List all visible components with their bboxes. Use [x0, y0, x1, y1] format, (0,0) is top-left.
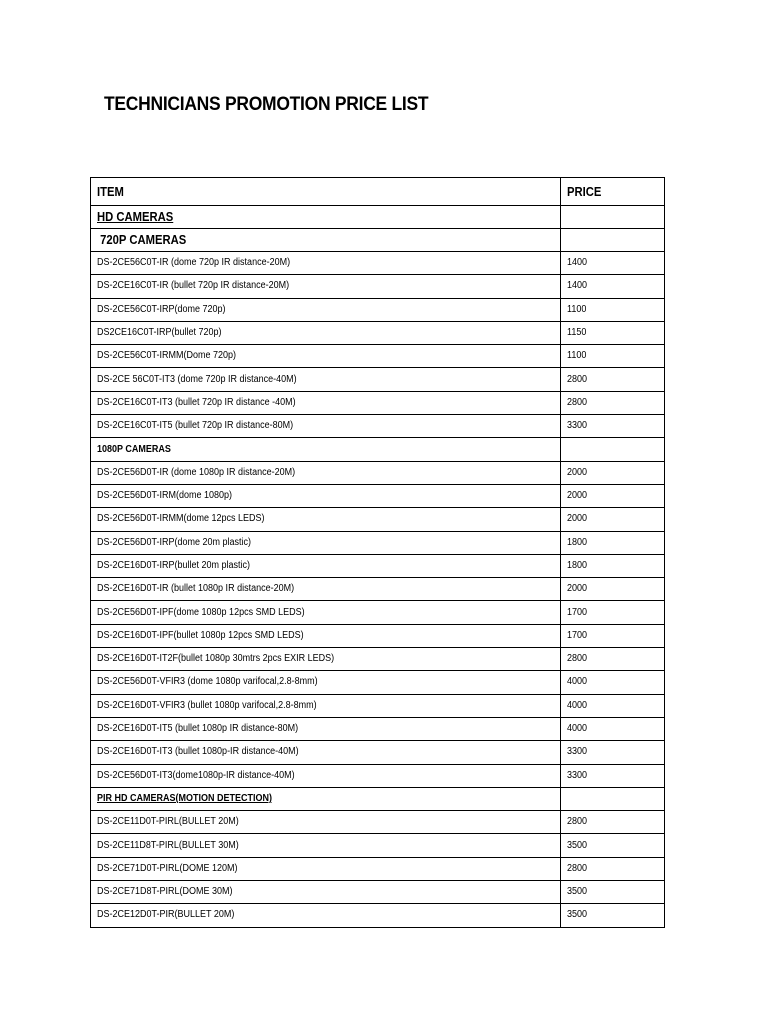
price-cell: 3500: [561, 834, 665, 857]
price-cell: 4000: [561, 717, 665, 740]
table-row: [91, 694, 665, 717]
price-cell: 3500: [561, 881, 665, 904]
table-row: [91, 811, 665, 834]
table-row: [91, 461, 665, 484]
item-cell: DS-2CE16D0T-IT5 (bullet 1080p IR distance-80M): [91, 717, 561, 740]
price-cell: 4000: [561, 694, 665, 717]
item-cell: DS-2CE16D0T-IT3 (bullet 1080p-IR distance-40M): [91, 741, 561, 764]
table-row: [91, 764, 665, 787]
item-cell: 720P CAMERAS: [91, 229, 561, 252]
table-row: [91, 717, 665, 740]
price-cell: 2800: [561, 648, 665, 671]
price-cell: 2000: [561, 484, 665, 507]
price-cell: 2000: [561, 508, 665, 531]
item-cell: DS-2CE 56C0T-IT3 (dome 720p IR distance-40M): [91, 368, 561, 391]
table-row: [91, 741, 665, 764]
item-cell: DS-2CE56D0T-IRP(dome 20m plastic): [91, 531, 561, 554]
price-cell: 1800: [561, 531, 665, 554]
table-row: [91, 298, 665, 321]
table-row: [91, 321, 665, 344]
item-cell: DS-2CE56D0T-VFIR3 (dome 1080p varifocal,2.8-8mm): [91, 671, 561, 694]
item-cell: DS-2CE16D0T-VFIR3 (bullet 1080p varifocal,2.8-8mm): [91, 694, 561, 717]
price-cell: 2800: [561, 811, 665, 834]
item-cell: DS-2CE56C0T-IR (dome 720p IR distance-20M): [91, 252, 561, 275]
item-cell: DS2CE16C0T-IRP(bullet 720p): [91, 321, 561, 344]
item-cell: DS-2CE56D0T-IRMM(dome 12pcs LEDS): [91, 508, 561, 531]
price-cell: 3500: [561, 904, 665, 927]
table-row: [91, 531, 665, 554]
price-cell: 2800: [561, 391, 665, 414]
table-row: [91, 578, 665, 601]
price-cell: 1400: [561, 275, 665, 298]
section-row: [91, 229, 665, 252]
section-row: [91, 206, 665, 229]
item-cell: DS-2CE16D0T-IT2F(bullet 1080p 30mtrs 2pcs EXIR LEDS): [91, 648, 561, 671]
price-cell: 3300: [561, 741, 665, 764]
subsection-row: [91, 787, 665, 810]
table-row: [91, 881, 665, 904]
item-cell: DS-2CE56D0T-IT3(dome1080p-IR distance-40M): [91, 764, 561, 787]
item-cell: DS-2CE71D8T-PIRL(DOME 30M): [91, 881, 561, 904]
table-row: [91, 391, 665, 414]
price-cell: 1100: [561, 298, 665, 321]
table-row: [91, 415, 665, 438]
item-cell: DS-2CE16C0T-IT5 (bullet 720p IR distance-80M): [91, 415, 561, 438]
subsection-row: [91, 438, 665, 461]
table-row: [91, 601, 665, 624]
item-column-header: ITEM: [91, 178, 561, 206]
page-title: TECHNICIANS PROMOTION PRICE LIST: [104, 94, 429, 115]
price-cell: 1700: [561, 624, 665, 647]
price-cell: 1800: [561, 554, 665, 577]
price-cell: [561, 787, 665, 810]
price-cell: 2000: [561, 461, 665, 484]
price-cell: [561, 229, 665, 252]
table-row: [91, 484, 665, 507]
table-row: [91, 624, 665, 647]
price-table: [90, 177, 665, 928]
item-cell: DS-2CE12D0T-PIR(BULLET 20M): [91, 904, 561, 927]
price-cell: 1400: [561, 252, 665, 275]
table-row: [91, 252, 665, 275]
item-cell: DS-2CE16D0T-IPF(bullet 1080p 12pcs SMD LEDS): [91, 624, 561, 647]
table-row: [91, 904, 665, 927]
price-cell: 1150: [561, 321, 665, 344]
price-cell: 3300: [561, 415, 665, 438]
item-cell: DS-2CE56D0T-IPF(dome 1080p 12pcs SMD LEDS): [91, 601, 561, 624]
item-cell: DS-2CE56C0T-IRMM(Dome 720p): [91, 345, 561, 368]
table-row: [91, 857, 665, 880]
table-row: [91, 834, 665, 857]
price-cell: [561, 438, 665, 461]
table-row: [91, 554, 665, 577]
table-row: [91, 671, 665, 694]
item-cell: DS-2CE71D0T-PIRL(DOME 120M): [91, 857, 561, 880]
price-cell: 4000: [561, 671, 665, 694]
item-cell: DS-2CE16D0T-IR (bullet 1080p IR distance-20M): [91, 578, 561, 601]
item-cell: DS-2CE56D0T-IRM(dome 1080p): [91, 484, 561, 507]
price-cell: 2000: [561, 578, 665, 601]
item-cell: HD CAMERAS: [91, 206, 561, 229]
table-row: [91, 345, 665, 368]
table-header-row: [91, 178, 665, 206]
table-row: [91, 508, 665, 531]
item-cell: 1080P CAMERAS: [91, 438, 561, 461]
item-cell: DS-2CE16C0T-IT3 (bullet 720p IR distance -40M): [91, 391, 561, 414]
price-cell: 2800: [561, 368, 665, 391]
price-cell: 1700: [561, 601, 665, 624]
price-cell: 2800: [561, 857, 665, 880]
price-column-header: PRICE: [561, 178, 665, 206]
item-cell: DS-2CE11D0T-PIRL(BULLET 20M): [91, 811, 561, 834]
table-row: [91, 275, 665, 298]
item-cell: DS-2CE16D0T-IRP(bullet 20m plastic): [91, 554, 561, 577]
item-cell: DS-2CE56D0T-IR (dome 1080p IR distance-20M): [91, 461, 561, 484]
item-cell: DS-2CE56C0T-IRP(dome 720p): [91, 298, 561, 321]
price-cell: [561, 206, 665, 229]
price-cell: 3300: [561, 764, 665, 787]
table-row: [91, 648, 665, 671]
item-cell: DS-2CE16C0T-IR (bullet 720p IR distance-20M): [91, 275, 561, 298]
item-cell: PIR HD CAMERAS(MOTION DETECTION): [91, 787, 561, 810]
table-row: [91, 368, 665, 391]
price-cell: 1100: [561, 345, 665, 368]
item-cell: DS-2CE11D8T-PIRL(BULLET 30M): [91, 834, 561, 857]
